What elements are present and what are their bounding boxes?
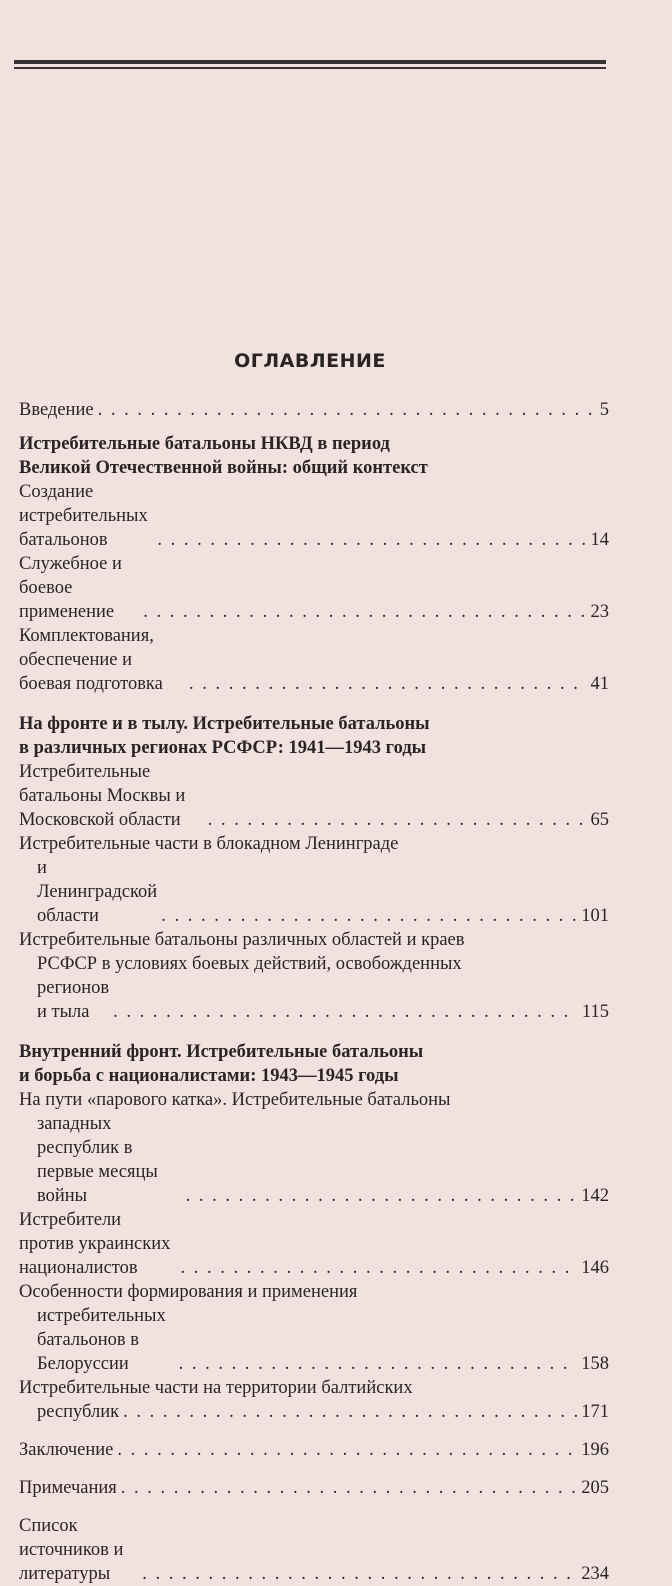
toc-entry-label: Комплектования, обеспечение и боевая подготовка — [19, 626, 163, 694]
toc-entry-label: Создание истребительных батальонов — [19, 482, 148, 550]
leader-dots — [161, 904, 577, 928]
toc-section-3 — [19, 1040, 609, 1424]
toc-section-1 — [19, 432, 609, 696]
leader-dots — [180, 1256, 577, 1280]
table-of-contents — [19, 398, 609, 1586]
leader-dots — [179, 1352, 578, 1376]
toc-entry-notes[interactable] — [19, 1476, 609, 1500]
toc-entry-bibliography[interactable] — [19, 1514, 609, 1586]
leader-dots — [186, 1184, 578, 1208]
toc-page-number: 23 — [590, 602, 609, 622]
toc-page-number: 171 — [581, 1402, 609, 1422]
toc-entry-label: Введение — [19, 400, 94, 420]
top-rule-thin — [14, 67, 606, 69]
toc-entry[interactable] — [19, 1376, 609, 1424]
toc-page-number: 205 — [581, 1478, 609, 1498]
section-title-line: в различных регионах РСФСР: 1941—1943 годы — [19, 738, 427, 758]
leader-dots — [142, 1562, 577, 1586]
toc-entry-label: Истребительные батальоны Москвы и Московской области — [19, 762, 186, 830]
leader-dots — [157, 528, 586, 552]
toc-entry[interactable] — [19, 1280, 609, 1376]
toc-entry-conclusion[interactable] — [19, 1438, 609, 1462]
toc-entry[interactable] — [19, 928, 609, 1024]
toc-entry-label: Примечания — [19, 1478, 117, 1498]
section-title-line: Внутренний фронт. Истребительные батальоны — [19, 1042, 424, 1062]
toc-section-2 — [19, 712, 609, 1024]
toc-entry-intro[interactable] — [19, 398, 609, 422]
section-title-line: На фронте и в тылу. Истребительные батальоны — [19, 714, 430, 734]
toc-page-number: 5 — [599, 400, 609, 420]
toc-entry[interactable] — [19, 760, 609, 832]
toc-entry-label: Истребительные батальоны различных областей и краев — [19, 930, 465, 950]
leader-dots — [117, 1438, 577, 1462]
page-title: ОГЛАВЛЕНИЕ — [234, 350, 386, 372]
toc-entry-label-cont: РСФСР в условиях боевых действий, освобожденных — [37, 954, 462, 974]
toc-entry-label: Список источников и литературы — [19, 1516, 124, 1584]
leader-dots — [208, 808, 587, 832]
toc-page-number: 234 — [581, 1564, 609, 1584]
toc-entry-label-cont: республик — [37, 1402, 120, 1422]
toc-page-number: 41 — [590, 674, 609, 694]
toc-page-number: 65 — [590, 810, 609, 830]
toc-entry[interactable] — [19, 552, 609, 624]
leader-dots — [123, 1400, 577, 1424]
toc-entry-label: Особенности формирования и применения — [19, 1282, 358, 1302]
leader-dots — [143, 600, 586, 624]
toc-page-number: 146 — [581, 1258, 609, 1278]
toc-entry-label: Истребительные части в блокадном Ленинграде — [19, 834, 399, 854]
section-title-line: Великой Отечественной войны: общий контекст — [19, 458, 428, 478]
toc-entry-label: Заключение — [19, 1440, 114, 1460]
toc-entry-label-cont: западных республик в первые месяцы войны — [37, 1114, 158, 1206]
toc-entry[interactable] — [19, 624, 609, 696]
leader-dots — [189, 672, 587, 696]
toc-page-number: 158 — [581, 1354, 609, 1374]
section-title-line: Истребительные батальоны НКВД в период — [19, 434, 390, 454]
toc-entry-label-cont: и Ленинградской области — [37, 858, 158, 926]
toc-page-number: 142 — [581, 1186, 609, 1206]
leader-dots — [113, 1000, 578, 1024]
toc-entry-label: Истребители против украинских националистов — [19, 1210, 171, 1278]
toc-entry[interactable] — [19, 1088, 609, 1208]
toc-page-number: 196 — [581, 1440, 609, 1460]
leader-dots — [121, 1476, 577, 1500]
toc-entry-label: Служебное и боевое применение — [19, 554, 122, 622]
toc-entry-label: На пути «парового катка». Истребительные батальоны — [19, 1090, 451, 1110]
toc-entry[interactable] — [19, 1208, 609, 1280]
top-rule — [14, 60, 606, 64]
toc-entry-label: Истребительные части на территории балтийских — [19, 1378, 413, 1398]
toc-page-number: 101 — [581, 906, 609, 926]
section-title-line: и борьба с националистами: 1943—1945 годы — [19, 1066, 399, 1086]
toc-entry-label-cont: истребительных батальонов в Белоруссии — [37, 1306, 166, 1374]
toc-page-number: 115 — [581, 1002, 609, 1022]
toc-page-number: 14 — [590, 530, 609, 550]
toc-entry[interactable] — [19, 480, 609, 552]
leader-dots — [98, 398, 596, 422]
toc-entry[interactable] — [19, 832, 609, 928]
toc-entry-label-cont: регионов и тыла — [37, 978, 110, 1022]
